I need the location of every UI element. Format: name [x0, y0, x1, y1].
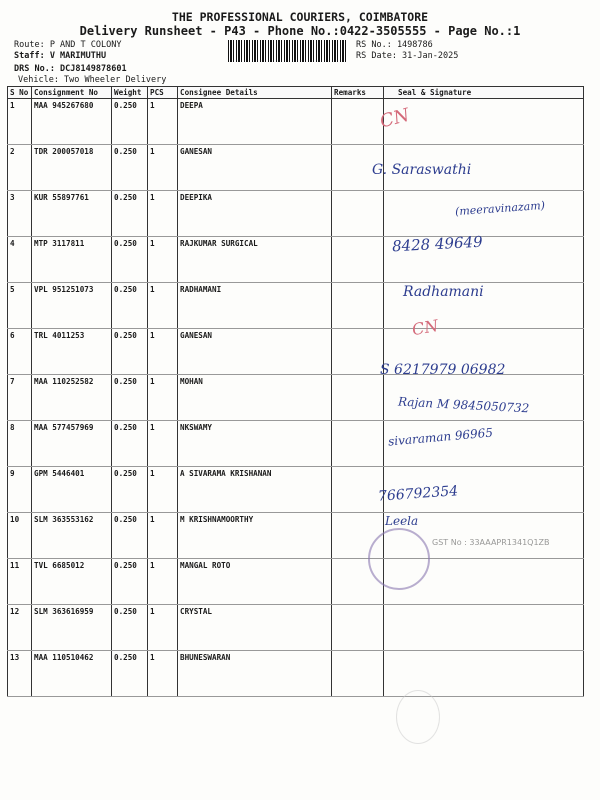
- cell-pcs: 1: [148, 605, 178, 651]
- cell-consignee: BHUNESWARAN: [178, 651, 332, 697]
- faint-seal: [396, 690, 440, 744]
- table-row: [8, 145, 584, 191]
- cell-pcs: 1: [148, 467, 178, 513]
- cell-sno: 12: [8, 605, 32, 651]
- cell-consignee: NKSWAMY: [178, 421, 332, 467]
- table-row: [8, 421, 584, 467]
- cell-consignment: KUR 55897761: [32, 191, 112, 237]
- col-pcs: PCS: [148, 87, 178, 99]
- col-consignee: Consignee Details: [178, 87, 332, 99]
- table-row: [8, 513, 584, 559]
- cell-weight: 0.250: [112, 99, 148, 145]
- cell-pcs: 1: [148, 99, 178, 145]
- cell-consignee: DEEPA: [178, 99, 332, 145]
- signature-7: S 6217979 06982: [380, 362, 506, 378]
- col-sno: S No: [8, 87, 32, 99]
- signature-6: CN: [410, 315, 440, 340]
- cell-sno: 5: [8, 283, 32, 329]
- cell-consignment: VPL 951251073: [32, 283, 112, 329]
- cell-consignment: TRL 4011253: [32, 329, 112, 375]
- cell-sno: 3: [8, 191, 32, 237]
- cell-sno: 6: [8, 329, 32, 375]
- cell-pcs: 1: [148, 513, 178, 559]
- col-seal: Seal & Signature: [384, 87, 584, 99]
- cell-weight: 0.250: [112, 467, 148, 513]
- cell-pcs: 1: [148, 559, 178, 605]
- cell-signature: [384, 99, 584, 145]
- cell-consignment: MAA 110510462: [32, 651, 112, 697]
- runsheet-subtitle: Delivery Runsheet - P43 - Phone No.:0422-3505555 - Page No.:1: [79, 24, 521, 38]
- cell-consignee: GANESAN: [178, 145, 332, 191]
- cell-remarks: [332, 283, 384, 329]
- company-title: THE PROFESSIONAL COURIERS, COIMBATORE: [171, 10, 429, 24]
- cell-consignee: CRYSTAL: [178, 605, 332, 651]
- cell-weight: 0.250: [112, 237, 148, 283]
- table-row: [8, 651, 584, 697]
- cell-pcs: 1: [148, 145, 178, 191]
- gst-number: GST No : 33AAAPR1341Q1ZB: [432, 538, 550, 547]
- cell-consignee: RADHAMANI: [178, 283, 332, 329]
- rs-number: RS No.: 1498786: [356, 40, 433, 50]
- cell-pcs: 1: [148, 421, 178, 467]
- cell-sno: 7: [8, 375, 32, 421]
- drs-label: DRS No.: DCJ8149878601: [14, 64, 127, 74]
- cell-sno: 4: [8, 237, 32, 283]
- cell-sno: 9: [8, 467, 32, 513]
- cell-remarks: [332, 375, 384, 421]
- cell-sno: 13: [8, 651, 32, 697]
- cell-consignment: MAA 110252582: [32, 375, 112, 421]
- vehicle-label: Vehicle: Two Wheeler Delivery: [18, 75, 167, 85]
- company-seal: [368, 528, 430, 590]
- cell-sno: 10: [8, 513, 32, 559]
- cell-remarks: [332, 651, 384, 697]
- cell-consignment: MAA 577457969: [32, 421, 112, 467]
- cell-consignee: M KRISHNAMOORTHY: [178, 513, 332, 559]
- table-row: [8, 237, 584, 283]
- cell-pcs: 1: [148, 651, 178, 697]
- cell-pcs: 1: [148, 283, 178, 329]
- signature-4: 8428 49649: [391, 232, 484, 256]
- cell-weight: 0.250: [112, 375, 148, 421]
- cell-consignment: MAA 945267680: [32, 99, 112, 145]
- signature-9: sivaraman 96965: [387, 425, 494, 449]
- signature-3b: (meeravinazam): [454, 198, 546, 219]
- cell-sno: 2: [8, 145, 32, 191]
- cell-consignment: GPM 5446401: [32, 467, 112, 513]
- cell-weight: 0.250: [112, 651, 148, 697]
- cell-remarks: [332, 605, 384, 651]
- cell-remarks: [332, 421, 384, 467]
- cell-pcs: 1: [148, 375, 178, 421]
- barcode: [228, 40, 348, 62]
- table-row: [8, 99, 584, 145]
- signature-5: Radhamani: [403, 284, 484, 300]
- cell-weight: 0.250: [112, 513, 148, 559]
- runsheet-table: [7, 86, 584, 697]
- col-consignment: Consignment No: [32, 87, 112, 99]
- cell-pcs: 1: [148, 329, 178, 375]
- signature-3a: G. Saraswathi: [372, 162, 472, 178]
- cell-remarks: [332, 467, 384, 513]
- table-row: [8, 283, 584, 329]
- cell-signature: [384, 605, 584, 651]
- cell-consignee: MOHAN: [178, 375, 332, 421]
- signature-8: Rajan M 9845050732: [397, 394, 530, 416]
- cell-pcs: 1: [148, 191, 178, 237]
- cell-sno: 1: [8, 99, 32, 145]
- cell-weight: 0.250: [112, 329, 148, 375]
- cell-pcs: 1: [148, 237, 178, 283]
- cell-weight: 0.250: [112, 283, 148, 329]
- cell-weight: 0.250: [112, 605, 148, 651]
- cell-consignee: MANGAL ROTO: [178, 559, 332, 605]
- route-label: Route: P AND T COLONY: [14, 40, 122, 50]
- cell-consignee: A SIVARAMA KRISHANAN: [178, 467, 332, 513]
- col-weight: Weight: [112, 87, 148, 99]
- cell-consignment: SLM 363616959: [32, 605, 112, 651]
- table-row: [8, 467, 584, 513]
- table-header-row: [8, 87, 584, 99]
- cell-remarks: [332, 237, 384, 283]
- cell-weight: 0.250: [112, 145, 148, 191]
- cell-consignment: TVL 6685012: [32, 559, 112, 605]
- cell-consignment: MTP 3117811: [32, 237, 112, 283]
- cell-weight: 0.250: [112, 559, 148, 605]
- table-row: [8, 605, 584, 651]
- cell-consignment: SLM 363553162: [32, 513, 112, 559]
- cell-consignee: DEEPIKA: [178, 191, 332, 237]
- signature-10: 766792354: [377, 483, 459, 505]
- cell-remarks: [332, 99, 384, 145]
- cell-remarks: [332, 191, 384, 237]
- staff-label: Staff: V MARIMUTHU: [14, 51, 107, 61]
- cell-consignee: RAJKUMAR SURGICAL: [178, 237, 332, 283]
- signature-1: CN: [377, 104, 412, 133]
- cell-consignment: TDR 200057018: [32, 145, 112, 191]
- cell-remarks: [332, 329, 384, 375]
- cell-weight: 0.250: [112, 421, 148, 467]
- table-row: [8, 559, 584, 605]
- cell-sno: 11: [8, 559, 32, 605]
- signature-11: Leela: [385, 514, 419, 528]
- cell-consignee: GANESAN: [178, 329, 332, 375]
- cell-sno: 8: [8, 421, 32, 467]
- col-remarks: Remarks: [332, 87, 384, 99]
- rs-date: RS Date: 31-Jan-2025: [356, 51, 459, 61]
- cell-weight: 0.250: [112, 191, 148, 237]
